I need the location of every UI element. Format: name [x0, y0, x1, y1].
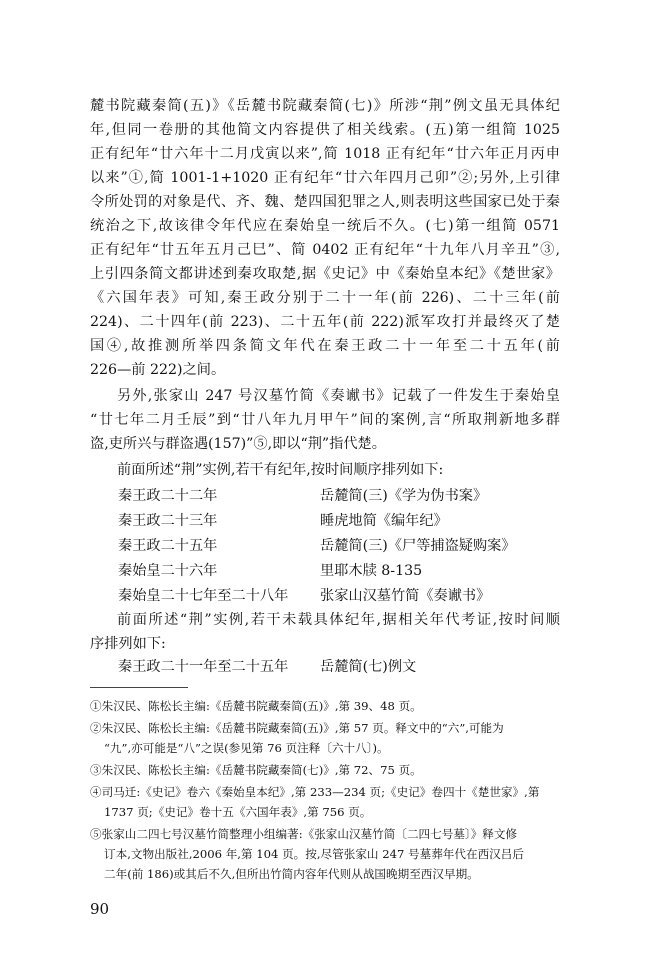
- body-line: 序排列如下:: [90, 636, 166, 652]
- footnote-5-cont: 二年(前 186)或其后不久,但所出竹简内容年代则从战国晚期至西汉早期。: [104, 867, 479, 881]
- body-line: 盗,吏所兴与群盗遇(157)”⑤,即以“荆”指代楚。: [90, 436, 386, 452]
- body-line: 226—前 222)之间。: [90, 362, 226, 378]
- body-line: 224)、二十四年(前 223)、二十五年(前 222)派军攻打并最终灭了楚: [90, 314, 560, 330]
- body-line: 《六国年表》可知,秦王政分别于二十一年(前 226)、二十三年(前: [90, 290, 560, 306]
- body-line: 统治之下,故该律令年代应在秦始皇一统后不久。(七)第一组简 0571: [90, 218, 560, 234]
- body-line: 国④,故推测所举四条简文年代在秦王政二十一年至二十五年(前: [90, 338, 560, 354]
- body-line: 前面所述“荆”实例,若干未载具体纪年,据相关年代考证,按时间顺: [117, 612, 560, 628]
- list-item-date: 秦王政二十三年: [118, 513, 218, 529]
- footnote-2: ②朱汉民、陈松长主编:《岳麓书院藏秦简(五)》,第 57 页。释文中的“六”,可能为: [90, 721, 504, 735]
- list-item-source: 睡虎地简《编年纪》: [320, 513, 448, 529]
- body-line: 上引四条简文都讲述到秦攻取楚,据《史记》中《秦始皇本纪》《楚世家》: [90, 266, 560, 282]
- list-intro: 前面所述“荆”实例,若干有纪年,按时间顺序排列如下:: [117, 462, 444, 478]
- footnote-divider: [90, 687, 188, 688]
- list-item-date: 秦王政二十二年: [118, 488, 218, 504]
- list-item-source: 岳麓简(三)《尸等捕盗疑购案》: [320, 538, 516, 554]
- footnote-4-cont: 1737 页;《史记》卷十五《六国年表》,第 756 页。: [104, 805, 372, 819]
- footnote-5-cont: 订本,文物出版社,2006 年,第 104 页。按,尽管张家山 247 号墓葬年代在西汉吕后: [104, 847, 524, 861]
- body-line: 另外,张家山 247 号汉墓竹简《奏谳书》记载了一件发生于秦始皇: [117, 388, 560, 404]
- footnote-1: ①朱汉民、陈松长主编:《岳麓书院藏秦简(五)》,第 39、48 页。: [90, 699, 422, 713]
- list-item-date: 秦王政二十五年: [118, 538, 218, 554]
- page-number: 90: [90, 900, 110, 918]
- footnote-3: ③朱汉民、陈松长主编:《岳麓书院藏秦简(七)》,第 72、75 页。: [90, 763, 422, 777]
- body-line: “廿七年二月壬辰”到“廿八年九月甲午”间的案例,言“所取荆新地多群: [90, 412, 560, 428]
- footnote-5: ⑤张家山二四七号汉墓竹简整理小组编著:《张家山汉墓竹简〔二四七号墓〕》释文修: [90, 827, 518, 841]
- list-item-source: 岳麓简(七)例文: [320, 659, 417, 675]
- body-line: 麓书院藏秦简(五)》《岳麓书院藏秦简(七)》所涉“荆”例文虽无具体纪: [90, 98, 560, 114]
- body-line: 正有纪年“廿六年十二月戊寅以来”,简 1018 正有纪年“廿六年正月丙申: [90, 146, 560, 162]
- footnote-4: ④司马迁:《史记》卷六《秦始皇本纪》,第 233—234 页;《史记》卷四十《楚世家》,第: [90, 785, 540, 799]
- list-item-source: 张家山汉墓竹简《奏谳书》: [320, 588, 491, 604]
- body-line: 正有纪年“廿五年五月己巳”、简 0402 正有纪年“十九年八月辛丑”③,: [90, 242, 560, 258]
- footnote-2-cont: “九”,亦可能是“八”之误(参见第 76 页注释〔六十八〕)。: [104, 741, 389, 755]
- list-item-date: 秦王政二十一年至二十五年: [118, 659, 289, 675]
- list-item-source: 岳麓简(三)《学为伪书案》: [320, 488, 488, 504]
- list-item-date: 秦始皇二十七年至二十八年: [118, 588, 289, 604]
- body-line: 令所处罚的对象是代、齐、魏、楚四国犯罪之人,则表明这些国家已处于秦: [90, 194, 560, 210]
- body-line: 年,但同一卷册的其他简文内容提供了相关线索。(五)第一组简 1025: [90, 122, 560, 138]
- list-item-source: 里耶木牍 8-135: [320, 563, 423, 579]
- list-item-date: 秦始皇二十六年: [118, 563, 218, 579]
- body-line: 以来”①,简 1001-1+1020 正有纪年“廿六年四月己卯”②;另外,上引律: [90, 170, 560, 186]
